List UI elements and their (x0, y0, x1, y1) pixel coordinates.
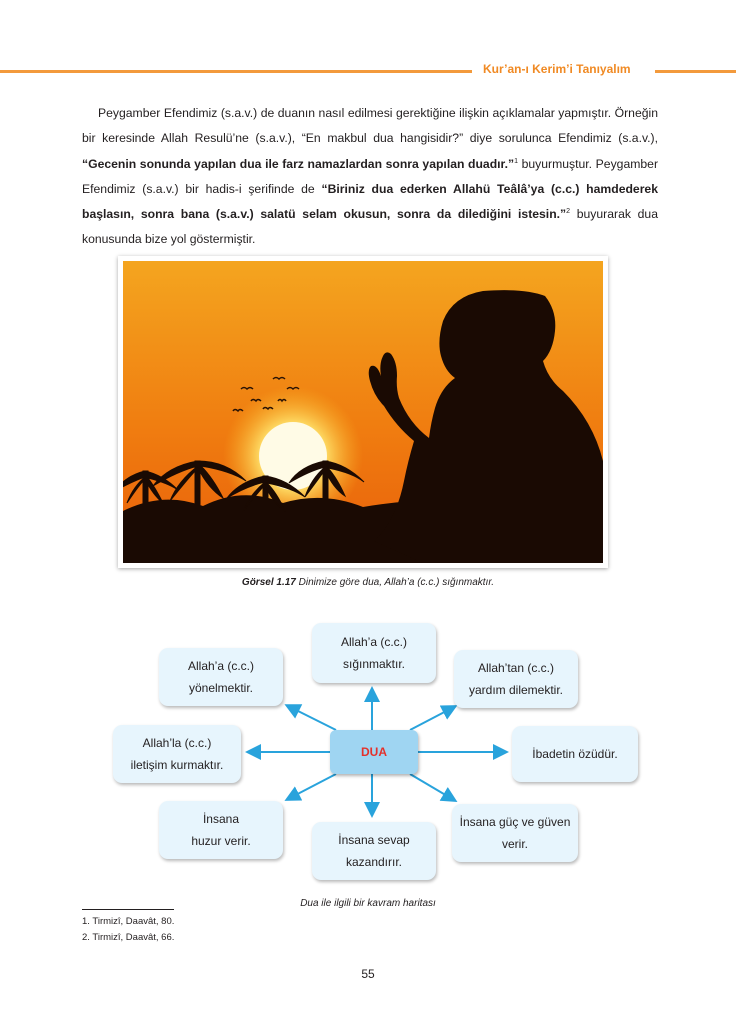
footnote-2: 2. Tirmizî, Daavât, 66. (82, 932, 175, 943)
arrow-top-right (410, 707, 454, 730)
concept-map-caption: Dua ile ilgili bir kavram haritası (300, 898, 436, 909)
arrow-top-left (288, 706, 336, 730)
arrow-bottom-left (288, 774, 336, 799)
concept-node-essence-of-worship: İbadetin özüdür. (512, 726, 638, 782)
concept-map-center: DUA (330, 730, 418, 774)
hadith-quote-2: “Biriniz dua ederken Allahü Teâlâ’ya (c.c.) hamdederek başlasın, sonra bana (s.a.v.) salatü selam okusun, sonra da dilediğini istesin.” (82, 181, 658, 222)
figure-label: Görsel 1.17 (241, 577, 296, 588)
concept-node-peace: İnsana huzur verir. (159, 801, 283, 859)
footnote-rule (82, 909, 174, 910)
paragraph-text-3: buyurarak dua konusunda bize yol göstermiştir. (82, 207, 658, 247)
running-header-title: Kur’an-ı Kerim’i Tanıyalım (483, 62, 631, 76)
hadith-quote-1: “Gecenin sonunda yapılan dua ile farz namazlardan sonra yapılan duadır.” (82, 156, 515, 171)
concept-node-strength-trust: İnsana güç ve güven verir. (452, 804, 578, 862)
footnote-ref-2: 2 (566, 208, 571, 216)
concept-node-ask-help: Allah’tan (c.c.) yardım dilemektir. (454, 650, 578, 708)
figure-caption-text: Dinimize göre dua, Allah’a (c.c.) sığınmaktır. (298, 577, 495, 588)
footnote-ref-1: 1 (514, 157, 518, 165)
arrow-bottom-right (410, 774, 454, 800)
concept-node-reward: İnsana sevap kazandırır. (312, 822, 436, 880)
paragraph-text-2: buyurmuştur. Peygamber Efendimiz (s.a.v.) bir hadis-i şerifinde de (82, 156, 659, 196)
page-number: 55 (361, 967, 375, 981)
paragraph-text-1: Peygamber Efendimiz (s.a.v.) de duanın nasıl edilmesi gerektiğine ilişkin açıklamalar yapmıştır. Örneğin bir keresinde Allah Resulü’ne (s.a.v.), “En makbul dua hangisidir?” diye sorulunca Efendimiz (s.a.v.), (82, 106, 658, 146)
concept-node-communication: Allah’la (c.c.) iletişim kurmaktır. (113, 725, 241, 783)
footnote-1: 1. Tirmizî, Daavât, 80. (82, 916, 175, 927)
concept-node-seek-refuge: Allah’a (c.c.) sığınmaktır. (312, 623, 436, 683)
concept-node-turn-to-allah: Allah’a (c.c.) yönelmektir. (159, 648, 283, 706)
